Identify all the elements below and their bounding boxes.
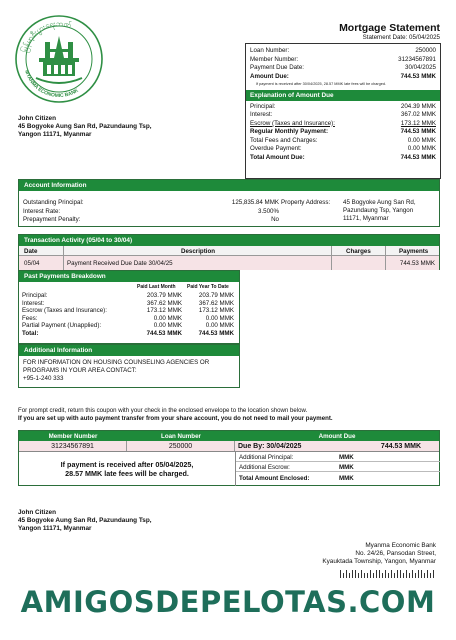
postal-barcode xyxy=(340,570,436,578)
coupon-row-additional-principal: Additional Principal: MMK xyxy=(236,453,440,462)
property-address-label: Property Address: xyxy=(281,199,331,206)
bank-line2: Kyauktada Township, Yangon, Myanmar xyxy=(322,558,436,565)
explanation-header: Explanation of Amount Due xyxy=(246,90,440,101)
coupon-due-amount: 744.53 MMK xyxy=(380,443,421,450)
table-row xyxy=(19,256,439,270)
col-charges: Charges xyxy=(346,248,371,255)
payment-coupon xyxy=(18,430,440,486)
coupon-row-additional-escrow: Additional Escrow: MMK xyxy=(236,463,440,472)
exp-row-total-due: Total Amount Due: 744.53 MMK xyxy=(250,153,436,161)
mailing-address xyxy=(18,509,152,533)
trans-date: 05/04 xyxy=(24,260,40,267)
past-row-escrow: Escrow (Taxes and Insurance): 173.12 MMK 173.12 MMK xyxy=(22,307,234,314)
col-paid-ytd: Paid Year To Date xyxy=(187,284,229,290)
coupon-loan-label: Loan Number xyxy=(161,433,201,440)
coupon-due-by: Due By: 30/04/2025 xyxy=(238,443,302,450)
property-line3: 11171, Myanmar xyxy=(343,214,389,222)
exp-row-interest: Interest: 367.02 MMK xyxy=(250,111,436,119)
coupon-row-total-enclosed: Total Amount Enclosed: MMK xyxy=(239,475,354,482)
bank-logo xyxy=(14,14,104,104)
mailing-name: John Citizen xyxy=(18,509,56,516)
past-payments-header: Past Payments Breakdown xyxy=(19,271,239,282)
additional-information xyxy=(18,344,240,388)
transaction-activity xyxy=(18,234,440,270)
exp-row-fees: Total Fees and Charges: 0.00 MMK xyxy=(250,136,436,144)
past-payments-breakdown xyxy=(18,270,240,344)
property-address xyxy=(281,199,439,222)
transaction-activity-header: Transaction Activity (05/04 to 30/04) xyxy=(19,235,439,246)
additional-line2: PROGRAMS IN YOUR AREA CONTACT: xyxy=(23,366,137,374)
col-date: Date xyxy=(24,248,38,255)
coupon-member-label: Member Number xyxy=(48,433,98,440)
explanation-rows xyxy=(246,101,440,165)
property-line1: 45 Bogyoke Aung San Rd, xyxy=(343,199,416,206)
past-row-principal: Principal: 203.79 MMK 203.79 MMK xyxy=(22,292,234,299)
bank-line1: No. 24/26, Pansodan Street, xyxy=(355,550,436,557)
logo-bank-name: MYANMA ECONOMIC BANK xyxy=(23,69,80,100)
col-payments: Payments xyxy=(399,248,429,255)
borrower-line2: Yangon 11171, Myanmar xyxy=(18,131,92,138)
statement-date: Statement Date: 05/04/2025 xyxy=(362,34,440,41)
past-row-total: Total: 744.53 MMK 744.53 MMK xyxy=(22,329,234,337)
borrower-line1: 45 Bogyoke Aung San Rd, Pazundaung Tsp, xyxy=(18,123,152,130)
trans-description: Payment Received Due Date 30/04/25 xyxy=(67,260,173,267)
property-line2: Pazundaung Tsp, Yangon xyxy=(343,206,414,214)
logo-script-text: မြန်မာ့စီးပွားရေးဘဏ် xyxy=(19,18,73,54)
exp-row-escrow: Escrow (Taxes and Insurance): 173.12 MMK xyxy=(250,119,436,127)
account-information-header: Account Information xyxy=(19,180,439,191)
past-row-interest: Interest: 367.62 MMK 367.62 MMK xyxy=(22,299,234,307)
loan-row-payment-due-date: Payment Due Date: 30/04/2025 xyxy=(250,64,436,71)
borrower-name: John Citizen xyxy=(18,115,56,122)
mailing-line2: Yangon 11171, Myanmar xyxy=(18,525,92,532)
col-description: Description xyxy=(181,248,216,255)
coupon-instructions xyxy=(18,407,443,422)
exp-row-principal: Principal: 204.39 MMK xyxy=(250,102,436,110)
coupon-loan-value: 250000 xyxy=(127,441,235,451)
trans-payments: 744.53 MMK xyxy=(399,260,435,267)
bank-address xyxy=(322,542,436,566)
coupon-amount-label: Amount Due xyxy=(318,433,356,440)
loan-summary-box xyxy=(245,43,441,179)
coupon-note-bold: If you are set up with auto payment transfer from your share account, you do not need to mail your payment. xyxy=(18,414,333,422)
mailing-line1: 45 Bogyoke Aung San Rd, Pazundaung Tsp, xyxy=(18,517,152,524)
exp-row-regular-payment: Regular Monthly Payment: 744.53 MMK xyxy=(250,128,436,136)
account-information xyxy=(18,179,440,227)
past-row-partial: Partial Payment (Unapplied): 0.00 MMK 0.00 MMK xyxy=(22,322,234,329)
watermark-text: AMIGOSDEPELOTAS.COM xyxy=(20,585,436,619)
bank-name: Myanma Economic Bank xyxy=(365,542,436,549)
coupon-late-fee-notice: If payment is received after 05/04/2025, 28.57 MMK late fees will be charged. xyxy=(60,460,194,478)
col-paid-last-month: Paid Last Month xyxy=(137,284,176,290)
additional-phone: +95-1-240 333 xyxy=(23,374,64,382)
additional-line1: FOR INFORMATION ON HOUSING COUNSELING AGENCIES OR xyxy=(23,359,210,366)
borrower-address xyxy=(18,115,152,139)
coupon-member-value: 31234567891 xyxy=(19,441,127,451)
acct-row-prepayment: Prepayment Penalty: No xyxy=(23,216,279,223)
loan-row-loan-number: Loan Number: 250000 xyxy=(250,47,436,54)
transaction-column-headers xyxy=(19,246,439,256)
coupon-note: For prompt credit, return this coupon with your check in the enclosed envelope to the location shown below. xyxy=(18,407,308,414)
late-fee-note: If payment is received after 30/04/2025, 28.57 MMK late fees will be charged. xyxy=(256,82,387,86)
exp-row-overdue: Overdue Payment: 0.00 MMK xyxy=(250,145,436,153)
acct-row-interest-rate: Interest Rate: 3.500% xyxy=(23,207,279,215)
acct-row-outstanding: Outstanding Principal: 125,835.84 MMK xyxy=(23,199,279,206)
loan-row-member-number: Member Number: 31234567891 xyxy=(250,55,436,63)
additional-information-header: Additional Information xyxy=(19,345,239,356)
loan-row-amount-due: Amount Due: 744.53 MMK xyxy=(250,72,436,80)
past-row-fees: Fees: 0.00 MMK 0.00 MMK xyxy=(22,314,234,322)
statement-title: Mortgage Statement xyxy=(339,22,440,34)
